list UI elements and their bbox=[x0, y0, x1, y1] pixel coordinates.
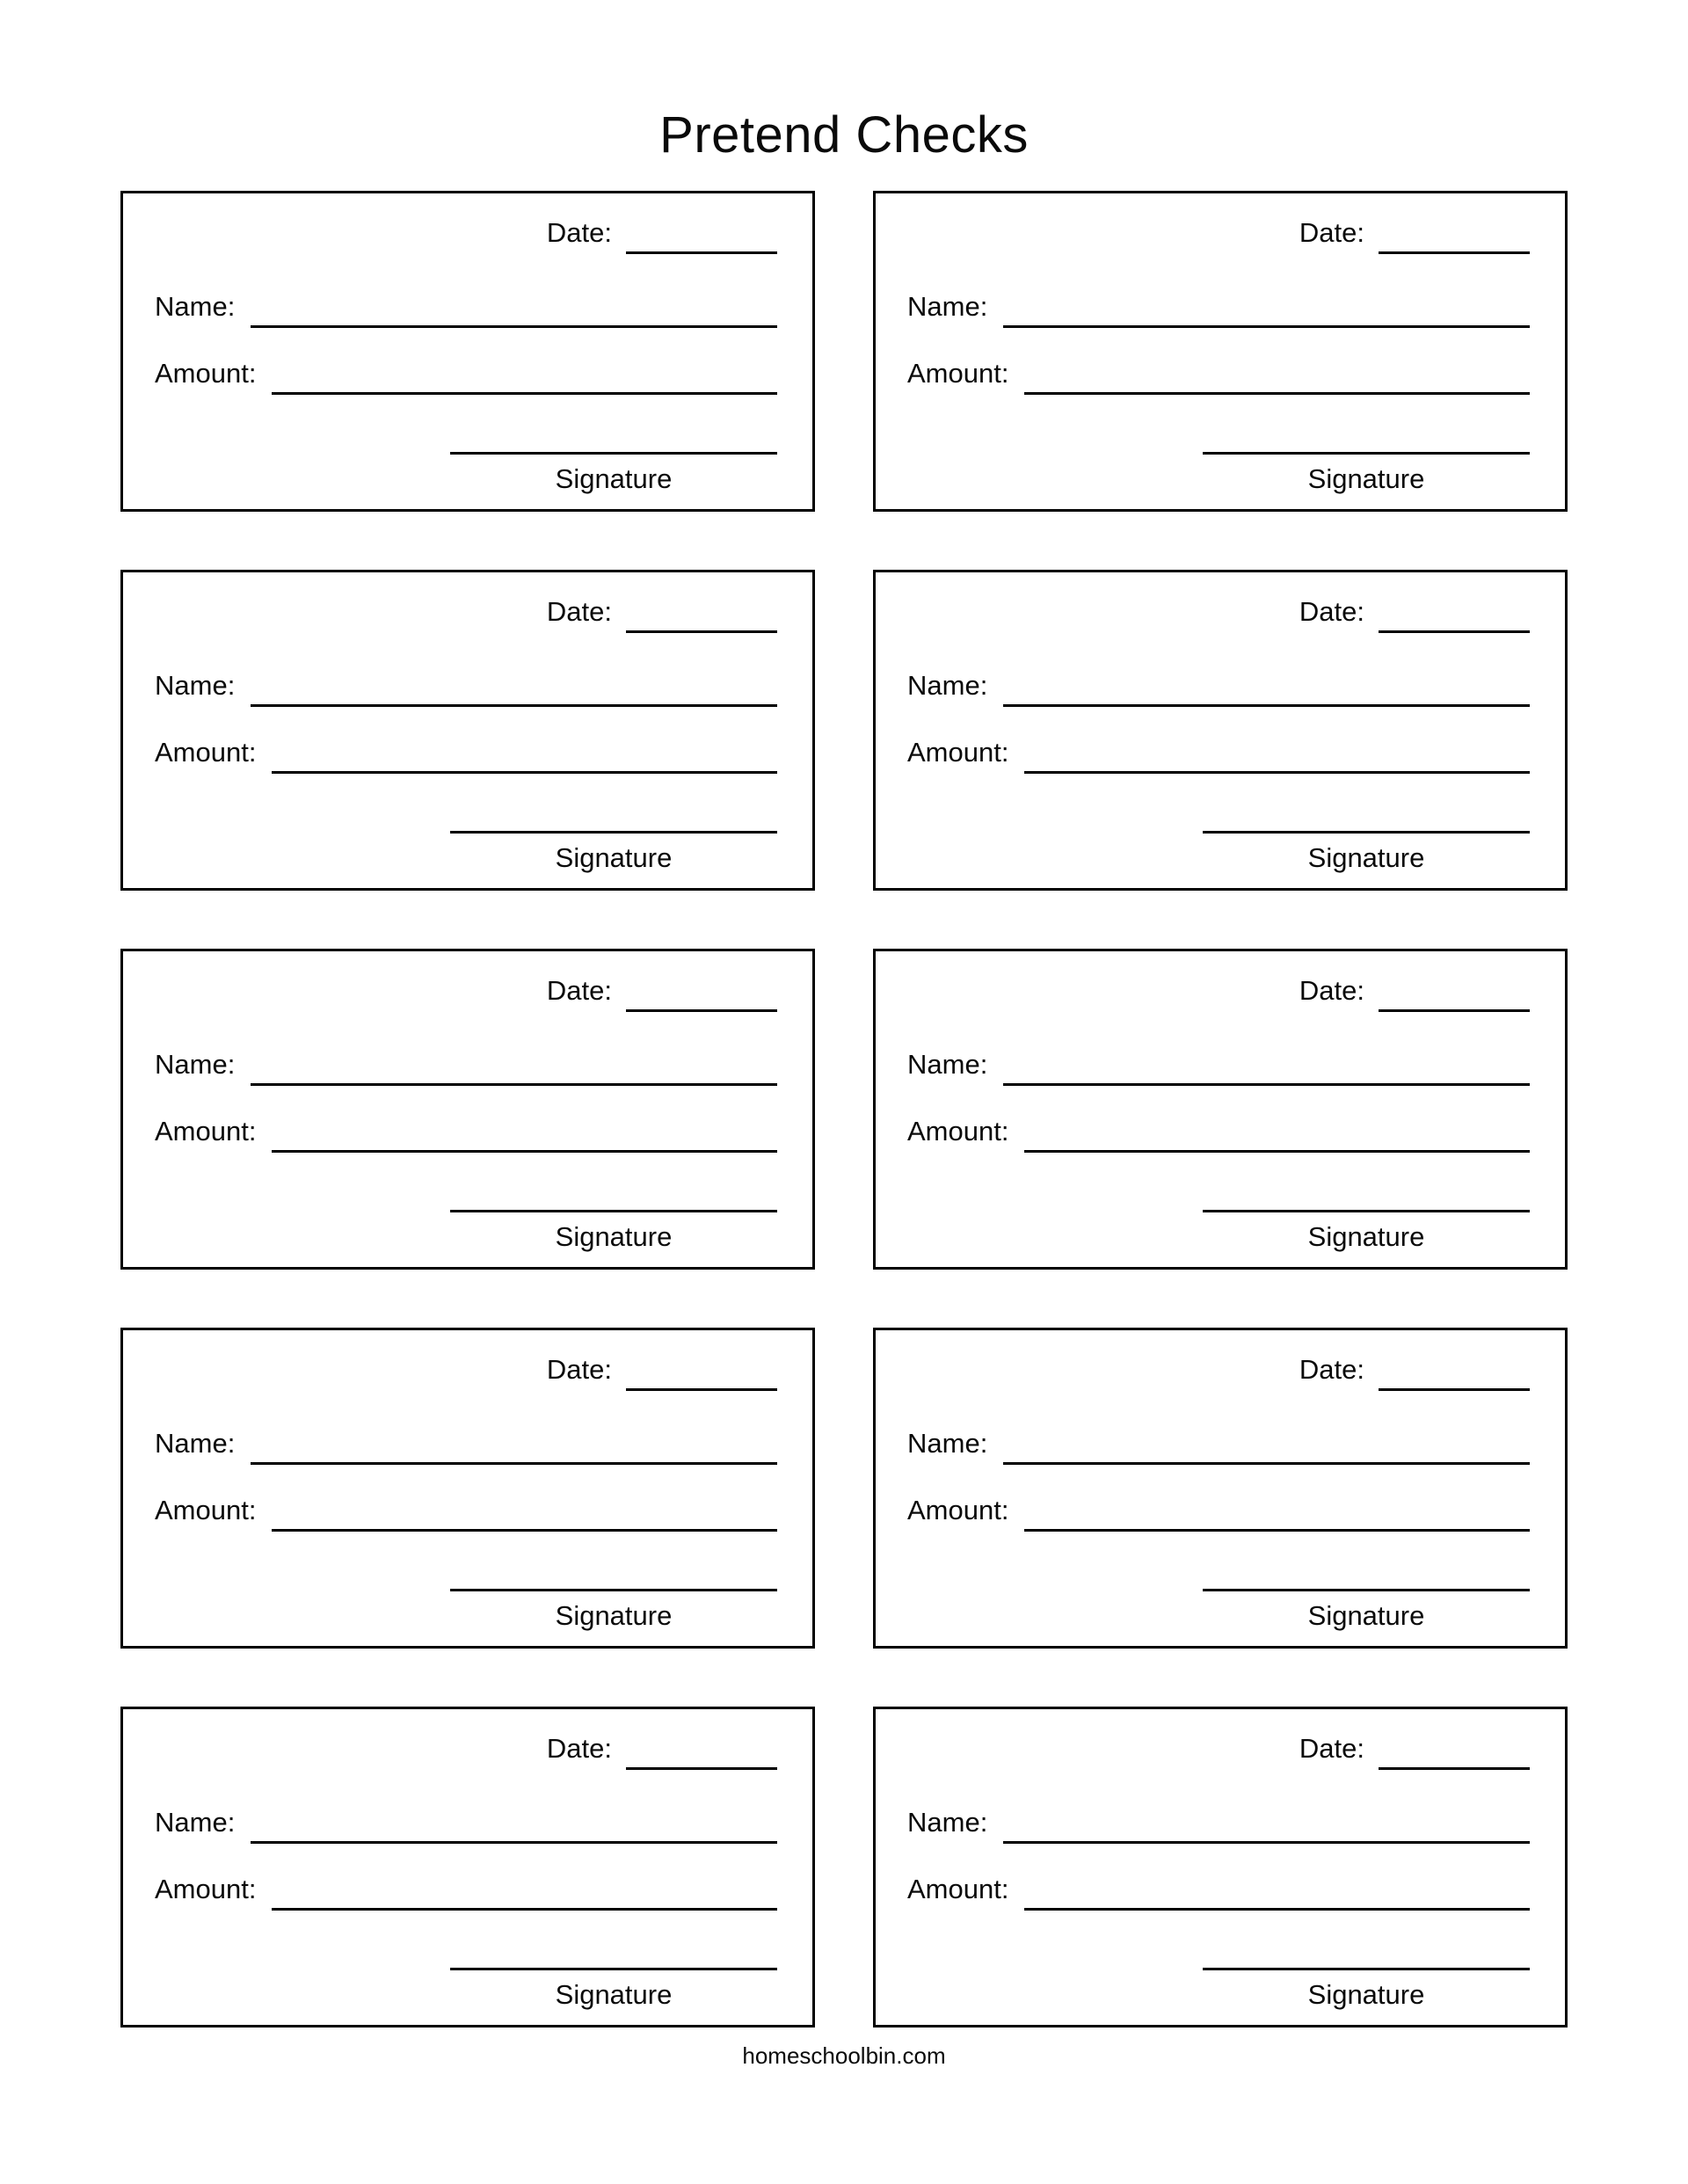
date-blank-line bbox=[626, 986, 777, 1012]
amount-row bbox=[907, 1875, 1530, 1904]
amount-row bbox=[907, 359, 1530, 389]
name-label: Name: bbox=[155, 1807, 236, 1838]
signature-label: Signature bbox=[555, 1221, 673, 1252]
signature-blank-line bbox=[1203, 831, 1530, 834]
signature-blank-line bbox=[450, 1210, 777, 1212]
name-blank-line bbox=[1003, 681, 1530, 707]
signature-label: Signature bbox=[555, 1979, 673, 2010]
name-blank-line bbox=[1003, 1059, 1530, 1086]
date-label: Date: bbox=[1299, 975, 1364, 1006]
pretend-check bbox=[120, 570, 815, 891]
amount-label: Amount: bbox=[155, 358, 257, 389]
name-row bbox=[155, 671, 777, 701]
date-label: Date: bbox=[1299, 217, 1364, 248]
date-label: Date: bbox=[546, 596, 612, 627]
name-label: Name: bbox=[155, 1049, 236, 1081]
date-blank-line bbox=[1379, 1744, 1530, 1770]
pretend-check bbox=[873, 1707, 1568, 2027]
amount-row bbox=[155, 1875, 777, 1904]
signature-label: Signature bbox=[1307, 1979, 1425, 2010]
name-label: Name: bbox=[907, 1428, 988, 1460]
amount-label: Amount: bbox=[155, 1495, 257, 1526]
date-row bbox=[907, 597, 1530, 627]
amount-blank-line bbox=[272, 1884, 777, 1911]
amount-blank-line bbox=[272, 368, 777, 395]
date-blank-line bbox=[626, 1744, 777, 1770]
date-blank-line bbox=[626, 228, 777, 254]
date-label: Date: bbox=[546, 217, 612, 248]
date-row bbox=[155, 597, 777, 627]
signature-area bbox=[1203, 1968, 1530, 2011]
name-blank-line bbox=[1003, 1438, 1530, 1465]
page-title: Pretend Checks bbox=[659, 106, 1029, 164]
name-blank-line bbox=[1003, 1817, 1530, 1844]
signature-area bbox=[450, 452, 777, 495]
amount-row bbox=[907, 738, 1530, 768]
name-blank-line bbox=[251, 302, 777, 328]
name-blank-line bbox=[251, 1059, 777, 1086]
amount-label: Amount: bbox=[907, 358, 1009, 389]
name-row bbox=[907, 1050, 1530, 1080]
date-label: Date: bbox=[1299, 1733, 1364, 1764]
name-label: Name: bbox=[155, 291, 236, 323]
pretend-check bbox=[120, 1328, 815, 1649]
amount-blank-line bbox=[1024, 1126, 1530, 1153]
pretend-check bbox=[120, 949, 815, 1270]
date-blank-line bbox=[1379, 607, 1530, 633]
name-row bbox=[155, 1808, 777, 1838]
name-row bbox=[907, 292, 1530, 322]
date-label: Date: bbox=[546, 1733, 612, 1764]
date-label: Date: bbox=[1299, 596, 1364, 627]
name-label: Name: bbox=[907, 670, 988, 702]
signature-label: Signature bbox=[1307, 1221, 1425, 1252]
date-blank-line bbox=[626, 607, 777, 633]
name-label: Name: bbox=[155, 670, 236, 702]
name-row bbox=[907, 1429, 1530, 1459]
amount-blank-line bbox=[1024, 1505, 1530, 1532]
name-label: Name: bbox=[155, 1428, 236, 1460]
name-label: Name: bbox=[907, 1807, 988, 1838]
amount-label: Amount: bbox=[155, 737, 257, 768]
date-row bbox=[907, 1355, 1530, 1385]
name-row bbox=[155, 1429, 777, 1459]
amount-label: Amount: bbox=[907, 1116, 1009, 1147]
signature-label: Signature bbox=[1307, 1600, 1425, 1631]
amount-blank-line bbox=[272, 1126, 777, 1153]
date-row bbox=[907, 976, 1530, 1006]
date-blank-line bbox=[1379, 986, 1530, 1012]
amount-row bbox=[155, 1117, 777, 1147]
signature-area bbox=[1203, 452, 1530, 495]
footer-url: homeschoolbin.com bbox=[742, 2042, 946, 2069]
date-row bbox=[155, 1355, 777, 1385]
name-blank-line bbox=[251, 1817, 777, 1844]
pretend-check bbox=[873, 191, 1568, 512]
date-row bbox=[155, 218, 777, 248]
name-row bbox=[907, 1808, 1530, 1838]
amount-row bbox=[907, 1496, 1530, 1525]
date-label: Date: bbox=[546, 975, 612, 1006]
pretend-check bbox=[873, 1328, 1568, 1649]
signature-blank-line bbox=[450, 1968, 777, 1970]
signature-area bbox=[450, 831, 777, 874]
signature-label: Signature bbox=[555, 463, 673, 494]
date-blank-line bbox=[1379, 228, 1530, 254]
amount-blank-line bbox=[272, 747, 777, 774]
signature-label: Signature bbox=[1307, 842, 1425, 873]
amount-row bbox=[907, 1117, 1530, 1147]
amount-label: Amount: bbox=[907, 1874, 1009, 1905]
name-label: Name: bbox=[907, 1049, 988, 1081]
signature-area bbox=[450, 1589, 777, 1632]
amount-blank-line bbox=[1024, 1884, 1530, 1911]
signature-label: Signature bbox=[555, 1600, 673, 1631]
name-label: Name: bbox=[907, 291, 988, 323]
amount-blank-line bbox=[1024, 747, 1530, 774]
signature-blank-line bbox=[450, 831, 777, 834]
pretend-check bbox=[120, 191, 815, 512]
signature-label: Signature bbox=[555, 842, 673, 873]
amount-blank-line bbox=[272, 1505, 777, 1532]
signature-area bbox=[1203, 831, 1530, 874]
amount-row bbox=[155, 359, 777, 389]
pretend-check bbox=[120, 1707, 815, 2027]
signature-label: Signature bbox=[1307, 463, 1425, 494]
signature-blank-line bbox=[1203, 452, 1530, 455]
amount-row bbox=[155, 738, 777, 768]
signature-area bbox=[1203, 1589, 1530, 1632]
date-row bbox=[155, 1734, 777, 1764]
signature-blank-line bbox=[1203, 1589, 1530, 1591]
signature-blank-line bbox=[1203, 1210, 1530, 1212]
date-row bbox=[155, 976, 777, 1006]
name-blank-line bbox=[1003, 302, 1530, 328]
signature-blank-line bbox=[450, 1589, 777, 1591]
amount-label: Amount: bbox=[155, 1116, 257, 1147]
date-blank-line bbox=[1379, 1365, 1530, 1391]
amount-label: Amount: bbox=[155, 1874, 257, 1905]
amount-label: Amount: bbox=[907, 1495, 1009, 1526]
amount-label: Amount: bbox=[907, 737, 1009, 768]
pretend-check bbox=[873, 949, 1568, 1270]
name-row bbox=[155, 292, 777, 322]
signature-blank-line bbox=[450, 452, 777, 455]
signature-area bbox=[1203, 1210, 1530, 1253]
date-row bbox=[907, 218, 1530, 248]
date-label: Date: bbox=[1299, 1354, 1364, 1385]
amount-row bbox=[155, 1496, 777, 1525]
name-row bbox=[907, 671, 1530, 701]
name-blank-line bbox=[251, 1438, 777, 1465]
date-label: Date: bbox=[546, 1354, 612, 1385]
name-row bbox=[155, 1050, 777, 1080]
signature-area bbox=[450, 1210, 777, 1253]
signature-blank-line bbox=[1203, 1968, 1530, 1970]
pretend-check bbox=[873, 570, 1568, 891]
checks-grid bbox=[120, 191, 1568, 2027]
date-blank-line bbox=[626, 1365, 777, 1391]
amount-blank-line bbox=[1024, 368, 1530, 395]
name-blank-line bbox=[251, 681, 777, 707]
date-row bbox=[907, 1734, 1530, 1764]
signature-area bbox=[450, 1968, 777, 2011]
